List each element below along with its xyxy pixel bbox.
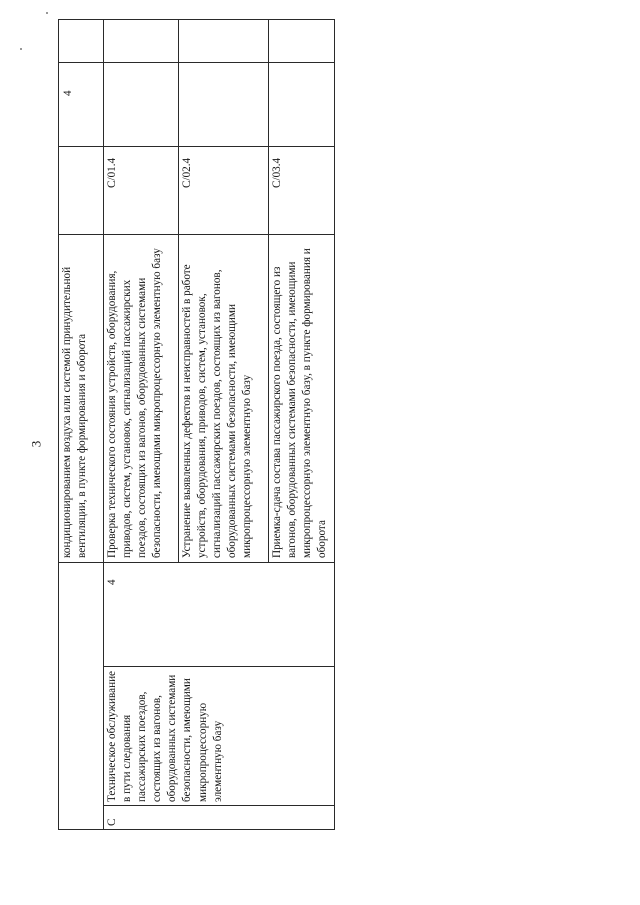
generalized-function-code: C xyxy=(106,818,118,826)
labor-function-name: Устранение выявленных дефектов и неисправностей в работе устройств, оборудования, приводов, систем, установок, сигнализаций пассажирских поездов, состоящих из вагонов, оборудованных системами безопасности, имеющими микропроцессорную элементную базу xyxy=(181,264,254,558)
rotated-table-page xyxy=(58,19,335,830)
generalized-function-level: 4 xyxy=(106,579,118,585)
labor-function-code: C/02.4 xyxy=(181,157,193,188)
labor-function-code: C/01.4 xyxy=(106,157,118,188)
labor-function-name: Приемка-сдача состава пассажирского поезда, состоящего из вагонов, оборудованных системами безопасности, имеющими микропроцессорную элементную базу, в пункте формирования и оборота xyxy=(271,248,329,558)
scan-speck xyxy=(20,48,22,50)
competency-table xyxy=(58,19,335,830)
continued-function-name: кондиционированием воздуха или системой принудительной вентиляции, в пункте формирования и оборота xyxy=(61,266,89,558)
generalized-function-name: Техническое обслуживание в пути следования пассажирских поездов, состоящих из вагонов, оборудованных системами безопасности, имеющими микропроцессорную элементную базу xyxy=(106,670,224,802)
scan-speck xyxy=(46,12,48,14)
labor-function-code: C/03.4 xyxy=(271,157,283,188)
labor-function-name: Проверка технического состояния устройств, оборудования, приводов, систем, установок, сигнализаций пассажирских поездов, состоящих из вагонов, оборудованных системами безопасности, имеющими микропроцессорную элементную базу xyxy=(106,248,164,558)
page-number: 3 xyxy=(28,440,44,448)
continued-level: 4 xyxy=(62,90,74,96)
